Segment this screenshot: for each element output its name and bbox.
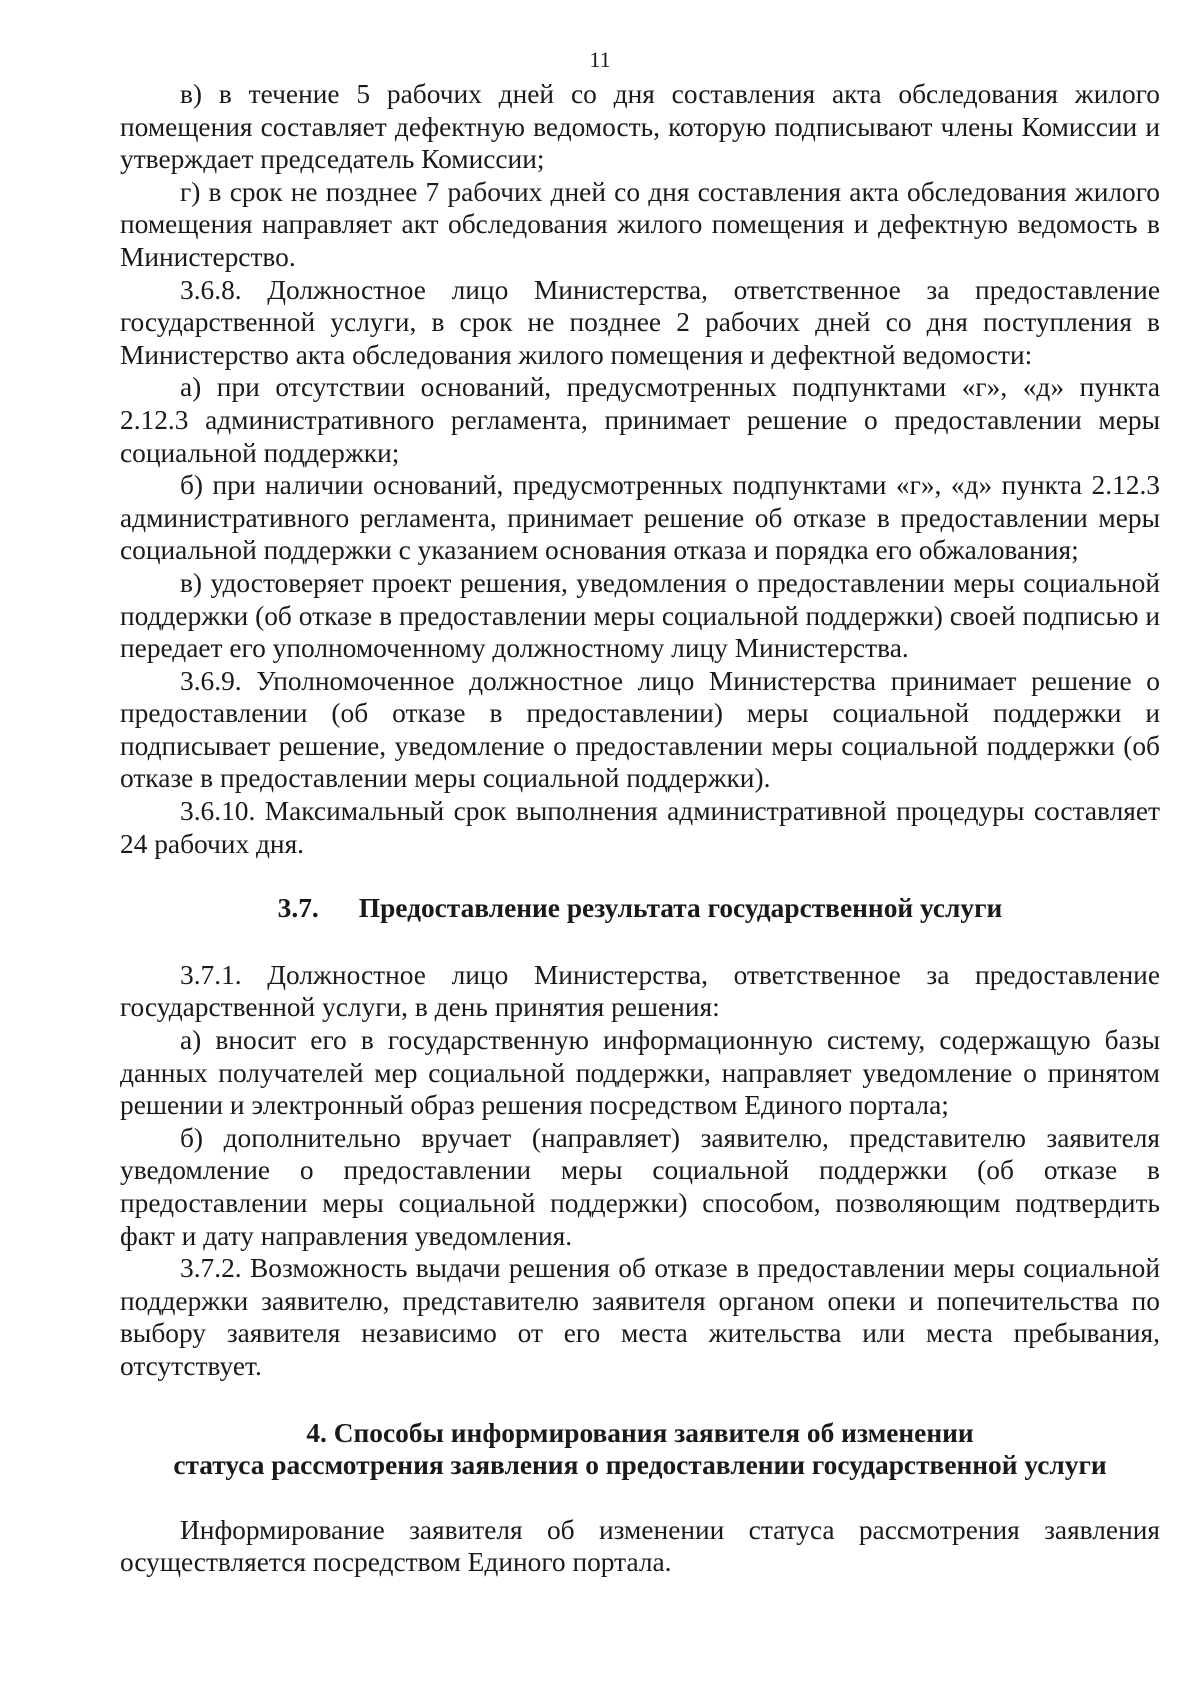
paragraph: Информирование заявителя об изменении статуса рассмотрения заявления осуществляется посредством Единого портала. xyxy=(120,1514,1160,1578)
paragraph: б) дополнительно вручает (направляет) заявителю, представителю заявителя уведомление о предоставлении меры социальной поддержки (об отказе в предоставлении меры социальной поддержки) способом, позволяющим подтвердить факт и дату направления уведомления. xyxy=(120,1122,1160,1251)
section-title-line-2: статуса рассмотрения заявления о предоставлении государственной услуги xyxy=(173,1450,1107,1481)
paragraph: б) при наличии оснований, предусмотренных подпунктами «г», «д» пункта 2.12.3 административного регламента, принимает решение об отказе в предоставлении меры социальной поддержки с указанием основания отказа и порядка его обжалования; xyxy=(120,470,1160,566)
paragraph: 3.6.10. Максимальный срок выполнения административной процедуры составляет 24 рабочих дня. xyxy=(120,796,1160,859)
paragraph: в) в течение 5 рабочих дней со дня составления акта обследования жилого помещения составляет дефектную ведомость, которую подписывают члены Комиссии и утверждает председатель Комиссии; xyxy=(120,79,1160,175)
section-title-line-1: 4. Способы информирования заявителя об изменении xyxy=(306,1417,974,1448)
section-title: Предоставление результата государственной услуги xyxy=(358,893,1003,924)
section-number: 3.7. xyxy=(277,893,319,924)
page-number: 11 xyxy=(589,47,611,72)
section-heading-4 xyxy=(120,1417,1160,1482)
paragraph: г) в срок не позднее 7 рабочих дней со дня составления акта обследования жилого помещения направляет акт обследования жилого помещения и дефектную ведомость в Министерство. xyxy=(120,176,1160,272)
paragraph: 3.7.1. Должностное лицо Министерства, ответственное за предоставление государственной услуги, в день принятия решения: xyxy=(120,959,1160,1023)
paragraph: 3.6.9. Уполномоченное должностное лицо Министерства принимает решение о предоставлении (об отказе в предоставлении) меры социальной поддержки и подписывает решение, уведомление о предоставлении меры социальной поддержки (об отказе в предоставлении меры социальной поддержки). xyxy=(120,665,1160,794)
paragraph: 3.7.2. Возможность выдачи решения об отказе в предоставлении меры социальной поддержки заявителю, представителю заявителя органом опеки и попечительства по выбору заявителя независимо от его места жительства или места пребывания, отсутствует. xyxy=(120,1253,1160,1381)
paragraph: в) удостоверяет проект решения, уведомления о предоставлении меры социальной поддержки (об отказе в предоставлении меры социальной поддержки) своей подписью и передает его уполномоченному должностному лицу Министерства. xyxy=(120,567,1160,664)
paragraph: а) при отсутствии оснований, предусмотренных подпунктами «г», «д» пункта 2.12.3 административного регламента, принимает решение о предоставлении меры социальной поддержки; xyxy=(120,372,1160,468)
paragraph: 3.6.8. Должностное лицо Министерства, ответственное за предоставление государственной услуги, в срок не позднее 2 рабочих дней со дня поступления в Министерство акта обследования жилого помещения и дефектной ведомости: xyxy=(120,274,1160,370)
document-body xyxy=(120,78,1160,1579)
section-heading-3-7 xyxy=(120,892,1160,925)
paragraph: а) вносит его в государственную информационную систему, содержащую базы данных получателей мер социальной поддержки, направляет уведомление о принятом решении и электронный образ решения посредством Единого портала; xyxy=(120,1025,1160,1121)
